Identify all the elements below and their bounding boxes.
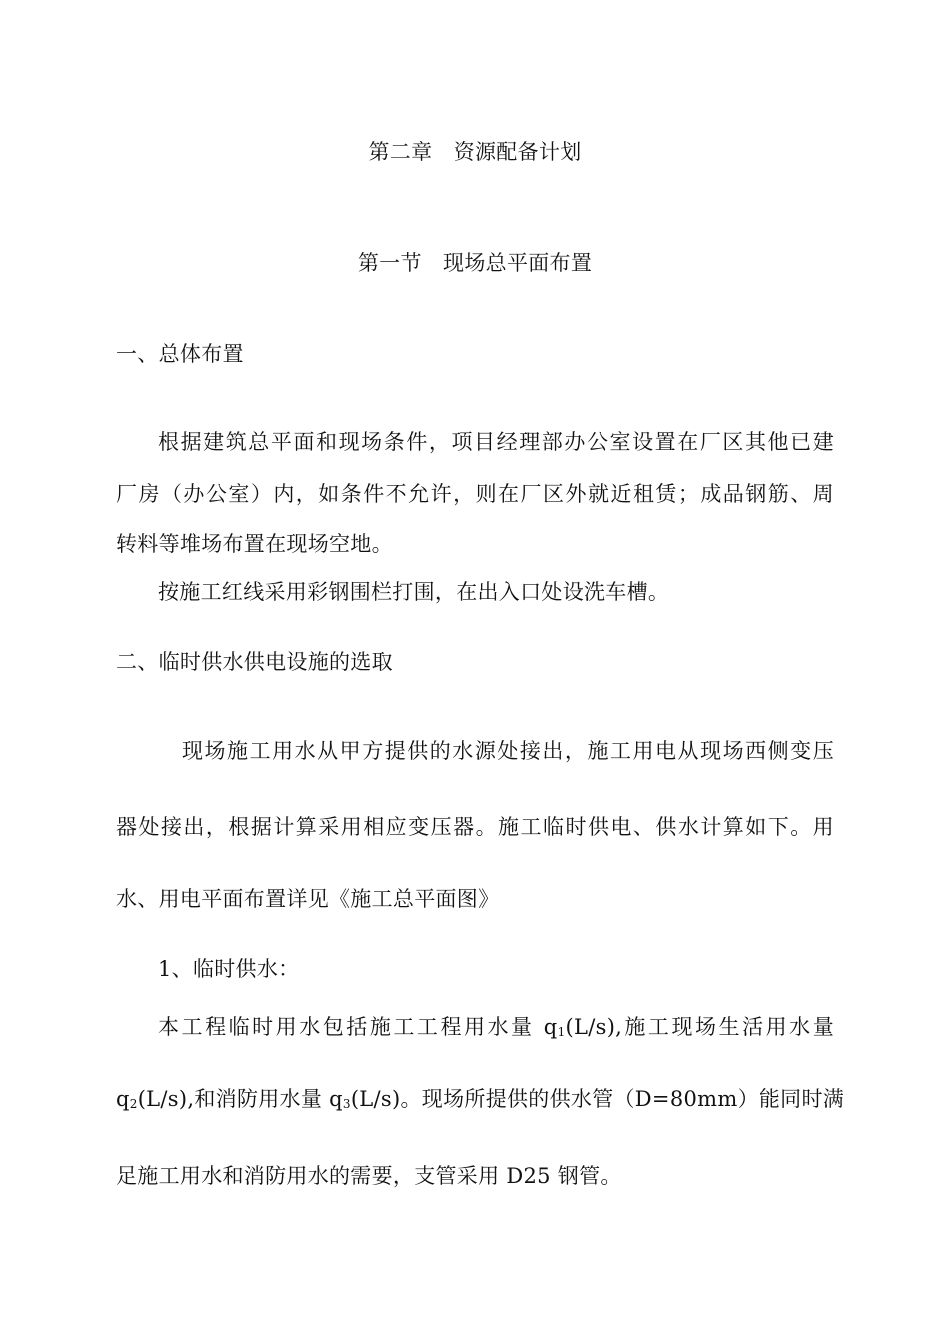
paragraph-4-line-3: 足施工用水和消防用水的需要，支管采用 D25 钢管。 [116,1164,622,1188]
paragraph-2: 按施工红线采用彩钢围栏打围，在出入口处设洗车槽。 [158,580,670,604]
chapter-title: 第二章 资源配备计划 [368,140,582,164]
paragraph-1-line-2: 厂房（办公室）内，如条件不允许，则在厂区外就近租赁；成品钢筋、周 [116,482,834,506]
p4-l2-text-a: q [116,1087,130,1111]
paragraph-1-line-3: 转料等堆场布置在现场空地。 [116,532,393,556]
heading-general-layout: 一、总体布置 [116,342,244,366]
paragraph-3-line-1: 现场施工用水从甲方提供的水源处接出，施工用电从现场西侧变压 [182,739,834,763]
paragraph-1-line-1: 根据建筑总平面和现场条件，项目经理部办公室设置在厂区其他已建 [158,430,834,454]
subheading-temp-water: 1、临时供水： [158,957,300,981]
p4-l2-subscript-1: 2 [129,1097,138,1111]
paragraph-4-line-2 [116,1085,845,1113]
paragraph-3-line-3: 水、用电平面布置详见《施工总平面图》 [116,887,500,911]
section-title: 第一节 现场总平面布置 [357,251,593,275]
p4-l2-text-c: (L/s)。现场所提供的供水管（D=80mm）能同时满 [350,1087,845,1111]
p4-l1-text-b: (L/s),施工现场生活用水量 [565,1015,834,1039]
p4-l1-subscript: 1 [557,1025,566,1039]
p4-l2-subscript-2: 3 [342,1097,351,1111]
paragraph-4-line-1 [158,1013,834,1041]
heading-temp-water-power: 二、临时供水供电设施的选取 [116,650,393,674]
p4-l1-text-a: 本工程临时用水包括施工工程用水量 q [158,1015,558,1039]
p4-l2-text-b: (L/s),和消防用水量 q [137,1087,343,1111]
paragraph-3-line-2: 器处接出，根据计算采用相应变压器。施工临时供电、供水计算如下。用 [116,815,834,839]
